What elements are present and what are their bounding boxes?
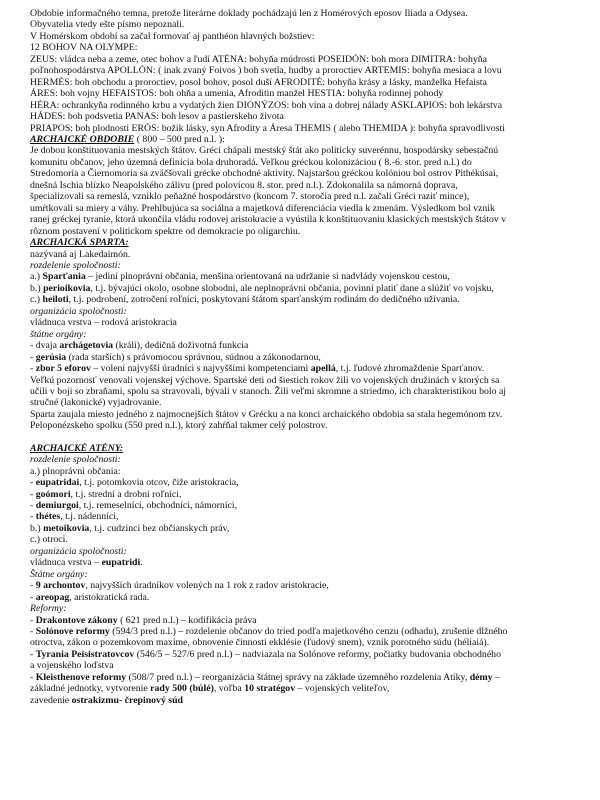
list-item	[30, 352, 578, 363]
subheading: štátne orgány:	[30, 328, 87, 340]
list-item	[30, 523, 578, 534]
subheading: Reformy:	[30, 603, 67, 615]
subheading: Štátne orgány:	[30, 568, 88, 580]
text-line: Sparta zaujala miesto jedného z najmocnejších štátov v Grécku a na konci archaického obdobia sa stala hegemónom tzv.	[30, 408, 503, 420]
text-line: V Homérskom období sa začal formovať aj panthéon hlavných božstiev:	[30, 30, 315, 42]
item-prefix: -	[30, 351, 36, 363]
item-desc: – volení najvyšší úradníci s najvyššími kompetenciami	[90, 363, 311, 375]
subheading: rozdelenie spoločnosti:	[30, 454, 121, 466]
text-line: nazývaná aj Lakedaimón.	[30, 248, 131, 260]
term: gerúsia	[35, 351, 67, 363]
list-item: - goómori, t.j. strední a drobní roľníci,	[30, 488, 182, 500]
term: Solónove reformy	[35, 626, 110, 638]
intro-section	[30, 8, 578, 134]
item-desc: –	[492, 671, 500, 683]
text-line: ÁRES: boh vojny HEFAISTOS: boh ohňa a umenia, Afroditin manžel HESTIA: bohyňa rodinnej pohody	[30, 88, 444, 100]
athens-heading: ARCHAICKÉ ATÉNY:	[30, 442, 124, 454]
text-line: ZEUS: vládca neba a zeme, otec bohov a ľudí ATÉNA: bohyňa múdrosti POSEIDÓN: boh mora DIMITRA: bohyňa	[30, 53, 487, 65]
text-line: Stredomoria a Čiernomoria sa zväčšovali grécke obchodné aktivity. Najstaršou gréckou kolóniou bol ostrov Pithékúsai,	[30, 168, 499, 180]
list-item: - areopag, aristokratická rada.	[30, 591, 150, 603]
sparta-heading: ARCHAICKÁ SPARTA:	[30, 237, 129, 249]
text-line: Obdobie informačného temna, pretože literárne doklady pochádzajú len z Homérových eposov Iliada a Odysea.	[30, 8, 468, 19]
text-line: a vojenského loďstva	[30, 660, 114, 672]
term: Sparťania	[42, 271, 86, 283]
list-item	[30, 363, 578, 374]
archaic-heading: ARCHAICKÉ OBDOBIE	[30, 133, 135, 145]
text-line: vládnuca vrstva – rodová aristokracia	[30, 317, 177, 329]
item-desc: , t.j. bývajúci okolo, osobne slobodní, ale neplnoprávni občania, povinní platiť dane a slúžiť vo vojsku,	[90, 282, 494, 294]
item-desc: , t.j. cudzinci bez občianskych práv,	[89, 522, 230, 534]
list-item: - 9 archontov, najvyšších úradníkov volených na 1 rok z radov aristokracie,	[30, 580, 329, 592]
archaic-heading-dates: ( 800 – 500 pred n.l. ):	[134, 133, 225, 145]
item-prefix: c.)	[30, 294, 43, 306]
item-desc: , voľba	[213, 683, 245, 695]
item-desc: (594/3 pred n.l.) – rozdelenie občanov do tried podľa majetkového cenzu (odhadu), zrušenie dlžného	[109, 626, 508, 638]
term: 10 stratégov	[244, 683, 296, 695]
text-line: 12 BOHOV NA OLYMPE:	[30, 42, 138, 54]
text-line: HÁDES: boh podsvetia PANAS: boh lesov a pastierskeho života	[30, 111, 284, 123]
item-desc: – vojenských veliteľov,	[295, 683, 390, 695]
athens-section	[30, 443, 578, 706]
section-heading	[30, 237, 578, 248]
term: eupatridi	[101, 557, 141, 569]
subheading: organizácia spoločnosti:	[30, 305, 127, 317]
text-line	[30, 695, 578, 706]
list-item	[30, 340, 578, 351]
list-item	[30, 294, 578, 305]
subheading: rozdelenie spoločnosti:	[30, 259, 121, 271]
item-desc: .	[140, 557, 143, 569]
term: goómori	[35, 488, 71, 500]
term: eupatridai	[35, 477, 80, 489]
item-desc: základné jednotky, vytvorenie	[30, 683, 151, 695]
term: zbor 5 eforov	[35, 363, 91, 375]
item-desc: (rada starších) s právomocou správnou, súdnou a zákonodarnou,	[66, 351, 321, 363]
text-line: komunitu občanov, jeho územná definícia bola druhoradá. Veľkou gréckou kolonizáciou ( 8.-6. stor. pred n.l.) do	[30, 156, 472, 168]
item-desc: , t.j. podrobení, zotročení roľníci, poskytovaní štátom sparťanským rodinám do dedičného užívania.	[68, 294, 460, 306]
term: Drakontove zákony	[35, 614, 118, 626]
text-line: ranej gréckej tyranie, ktorá ukončila vládu rodovej aristokracie a vyústila k konštituovaniu klasických mestských štátov v	[30, 214, 507, 226]
text-line: Je dobou konštituovania mestských štátov. Gréci chápali mestský štát ako politicky suverénnu, hospodársky sebestačnú	[30, 145, 499, 157]
item-desc: , t.j. strední a drobní roľníci,	[70, 488, 182, 500]
archaic-period-section	[30, 134, 578, 237]
list-item: - Solónove reformy (594/3 pred n.l.) – rozdelenie občanov do tried podľa majetkového cenzu (odhadu), zrušenie dlžného	[30, 626, 508, 638]
list-item: - Kleisthenove reformy (508/7 pred n.l.) – reorganizácia štátnej správy na základe územného rozdelenia Atiky, démy –	[30, 671, 500, 683]
list-item: - demiurgoi, t.j. remeselníci, obchodníci, námorníci,	[30, 500, 238, 512]
item-desc: (králi), dedičná doživotná funkcia	[113, 340, 249, 352]
text-line: Obyvatelia vtedy ešte písmo nepoznali.	[30, 19, 185, 31]
text-line: učili v boji so zbraňami, spolu sa stravovali, bývali v stanoch. Žili veľmi skromne a striedmo, ich charakteristikou bolo aj	[30, 385, 507, 397]
item-prefix: b.)	[30, 522, 44, 534]
term: démy	[469, 671, 493, 683]
item-desc: ( 621 pred n.l.) – kodifikácia práva	[117, 614, 257, 626]
text-line: a.) plnoprávni občania:	[30, 465, 121, 477]
text-line: otroctva, zákon o pozemkovom maxime, obnovenie činnosti ekklésie (ľudový snem), vznik porotného súdu (héliaiá).	[30, 637, 490, 649]
term: ostrakizmu- črepinový súd	[71, 694, 184, 706]
term: 9 archontov	[35, 580, 86, 592]
item-prefix: -	[30, 363, 36, 375]
item-desc: , t.j. nádenníci,	[60, 511, 119, 523]
list-item: - Tyrania Peisistratovcov (546/5 – 527/6 pred n.l.) – nadviazala na Solónove reformy, počiatky budovania obchodného	[30, 648, 501, 660]
item-desc: – jediní plnoprávni občania, menšina orientovaná na udržanie si nadvlády vojenskou cestou,	[85, 271, 450, 283]
term: perioikovia	[43, 282, 91, 294]
item-desc: , t.j. ľudové zhromaždenie Sparťanov.	[335, 363, 485, 375]
list-item: - thétes, t.j. nádenníci,	[30, 511, 119, 523]
paragraph-gap	[30, 432, 578, 443]
text-line: rôznom postavení v politickom spektre od demokracie po oligarchiu.	[30, 225, 301, 237]
item-desc: , najvyšších úradníkov volených na 1 rok z radov aristokracie,	[85, 580, 329, 592]
list-item	[30, 283, 578, 294]
text-line: PRIAPOS: boh plodnosti ERÓS: božik lásky, syn Afrodity a Áresa THEMIS ( alebo THEMIDA ): bohyňa spravodlivosti	[30, 122, 505, 134]
text-line	[30, 557, 578, 568]
term: Kleisthenove reformy	[35, 671, 127, 683]
list-item: c.) otroci.	[30, 534, 68, 546]
item-prefix: - dvaja	[30, 340, 60, 352]
list-item: - eupatridai, t.j. potomkovia otcov, čiže aristokracia,	[30, 477, 239, 489]
term: Tyrania Peisistratovcov	[35, 648, 135, 660]
item-desc: , t.j. remeselníci, obchodníci, námorníci,	[78, 500, 238, 512]
text-line: špecializovali sa remeslá, vzniklo peňažné hospodárstvo (koncom 7. storočia pred n.l. začali Gréci raziť mince),	[30, 191, 470, 203]
list-item: - Drakontove zákony ( 621 pred n.l.) – kodifikácia práva	[30, 614, 257, 626]
subheading: organizácia spoločnosti:	[30, 545, 127, 557]
item-prefix: vládnuca vrstva –	[30, 557, 102, 569]
term: thétes	[35, 511, 61, 523]
sparta-section	[30, 237, 578, 432]
text-line: Peloponézskeho spolku (550 pred n.l.), ktorý zahŕňal takmer celý polostrov.	[30, 420, 328, 432]
section-heading	[30, 443, 578, 454]
text-line: umŕtkovali sa miery a váhy. Prehlbujúca sa sociálna a majetková diferenciácia viedla k zmenám. Výsledkom bol vznik	[30, 202, 495, 214]
term: demiurgoi	[35, 500, 79, 512]
item-desc: , aristokratická rada.	[69, 591, 150, 603]
item-desc: (546/5 – 527/6 pred n.l.) – nadviazala na Solónove reformy, počiatky budovania obchodného	[134, 648, 501, 660]
section-heading	[30, 134, 578, 145]
item-desc: , t.j. potomkovia otcov, čiže aristokracia,	[79, 477, 239, 489]
text-line: HÉRA: ochrankyňa rodinného krbu a vydatých žien DIONÝZOS: boh vína a dobrej nálady ASKLAPIOS: boh lekárstva	[30, 99, 503, 111]
term: metoikovia	[43, 522, 90, 534]
term: areopag	[35, 591, 70, 603]
text-line: dnešná Ischia blízko Neapolského zálivu (pred polovicou 8. stor. pred n.l.). Zdokonalila sa námorná doprava,	[30, 179, 458, 191]
text-line: poľnohospodárstva APOLLÓN: ( inak zvaný Foivos ) boh svetla, hudby a proroctiev ARTEMIS: bohyňa mesiaca a lovu	[30, 65, 502, 77]
item-desc: zavedenie	[30, 694, 72, 706]
text-line	[30, 683, 578, 694]
term: archágetovia	[59, 340, 114, 352]
item-prefix: a.)	[30, 271, 43, 283]
text-line: Veľkú pozornosť venovali vojenskej výchove. Spartské deti od šiestich rokov žili vo vojenských družinách v ktorých sa	[30, 374, 500, 386]
item-desc: (508/7 pred n.l.) – reorganizácia štátnej správy na základe územného rozdelenia Atiky,	[126, 671, 470, 683]
text-line: stručné (lakonické) vyjadrovanie.	[30, 397, 162, 409]
text-line: HERMÉS: boh obchodu a proroctiev, posol bohov, posol duší AFRODITÉ: bohyňa krásy a lásky, manželka Hefaista	[30, 76, 487, 88]
term: heiloti	[42, 294, 69, 306]
term: rady 500 (búlé)	[150, 683, 214, 695]
term: apellá	[310, 363, 336, 375]
item-prefix: b.)	[30, 282, 44, 294]
list-item	[30, 271, 578, 282]
